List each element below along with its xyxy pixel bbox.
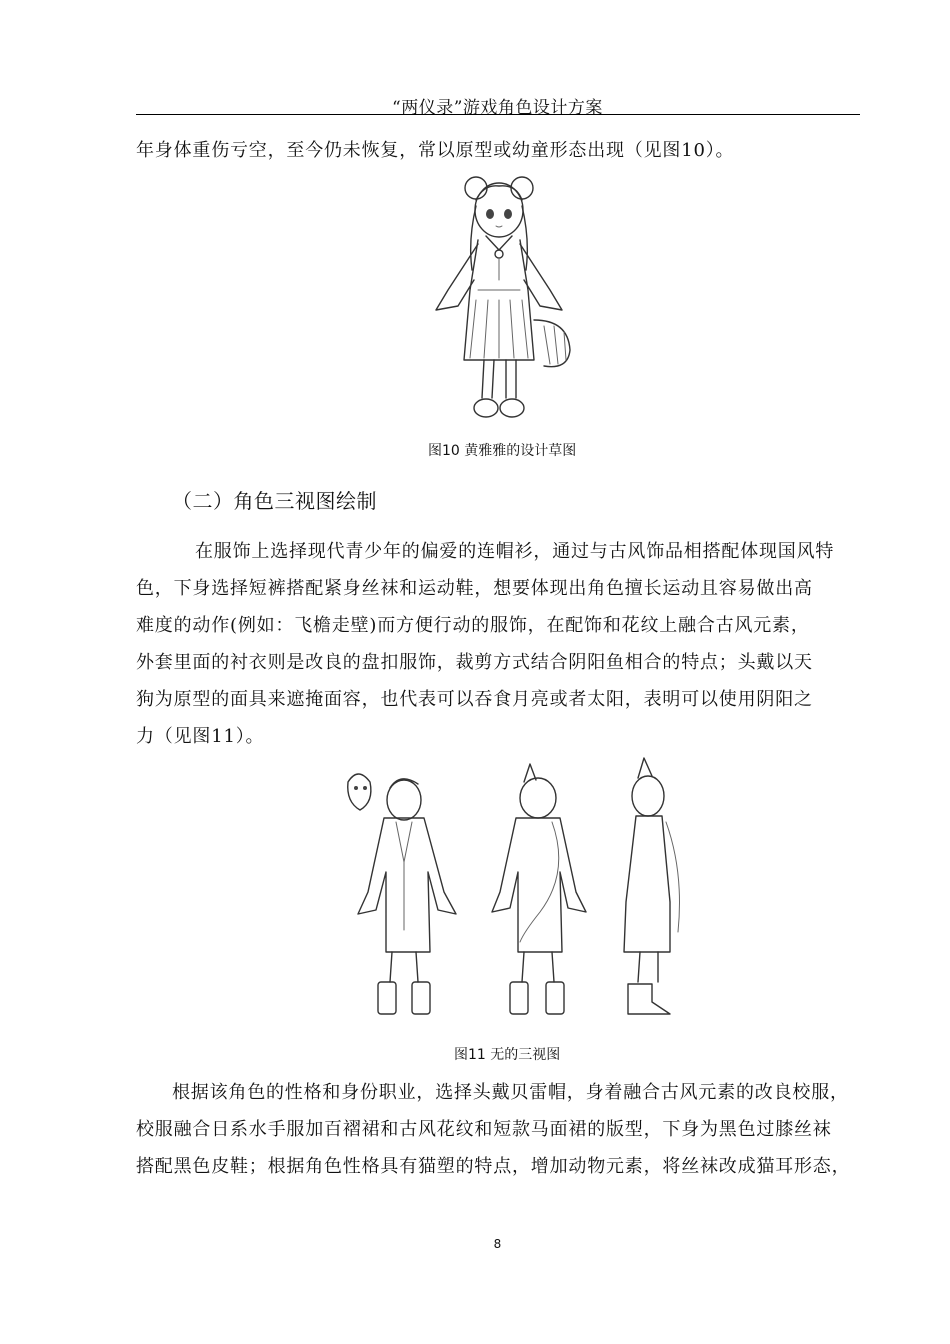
paragraph-2-line: 根据该角色的性格和身份职业，选择头戴贝雷帽，身着融合古风元素的改良校服， — [172, 1082, 849, 1103]
header-rule — [136, 114, 860, 115]
paragraph-1-line: 色，下身选择短裤搭配紧身丝袜和运动鞋，想要体现出角色擅长运动且容易做出高 — [136, 578, 813, 599]
back-view-sketch — [492, 764, 586, 1014]
figure-10-sketch — [418, 170, 588, 430]
front-view-sketch — [358, 779, 456, 1014]
paragraph-2-line: 搭配黑色皮鞋；根据角色性格具有猫塑的特点，增加动物元素，将丝袜改成猫耳形态， — [136, 1156, 851, 1177]
paragraph-1-line: 力（见图11）。 — [136, 726, 265, 747]
figure-11-sketch — [340, 752, 700, 1032]
paragraph-1-line: 外套里面的衬衣则是改良的盘扣服饰，裁剪方式结合阴阳鱼相合的特点；头戴以天 — [136, 652, 813, 673]
page-number: 8 — [493, 1237, 502, 1251]
running-header: “两仪录”游戏角色设计方案 — [392, 98, 603, 118]
paragraph-1-line: 在服饰上选择现代青少年的偏爱的连帽衫，通过与古风饰品相搭配体现国风特 — [195, 541, 835, 562]
paragraph-1-line: 狗为原型的面具来遮掩面容，也代表可以吞食月亮或者太阳，表明可以使用阴阳之 — [136, 689, 813, 710]
figure-11-caption: 图11 无的三视图 — [454, 1047, 561, 1063]
mask-sketch — [348, 774, 371, 810]
paragraph-1-line: 难度的动作(例如：飞檐走壁)而方便行动的服饰，在配饰和花纹上融合古风元素， — [136, 615, 810, 636]
side-view-sketch — [624, 758, 680, 1014]
intro-line: 年身体重伤亏空，至今仍未恢复，常以原型或幼童形态出现（见图10）。 — [136, 140, 735, 161]
section-heading: （二）角色三视图绘制 — [172, 489, 377, 513]
paragraph-2-line: 校服融合日系水手服加百褶裙和古风花纹和短款马面裙的版型，下身为黑色过膝丝袜 — [136, 1119, 832, 1140]
figure-10-caption: 图10 黄雅雅的设计草图 — [428, 443, 577, 459]
